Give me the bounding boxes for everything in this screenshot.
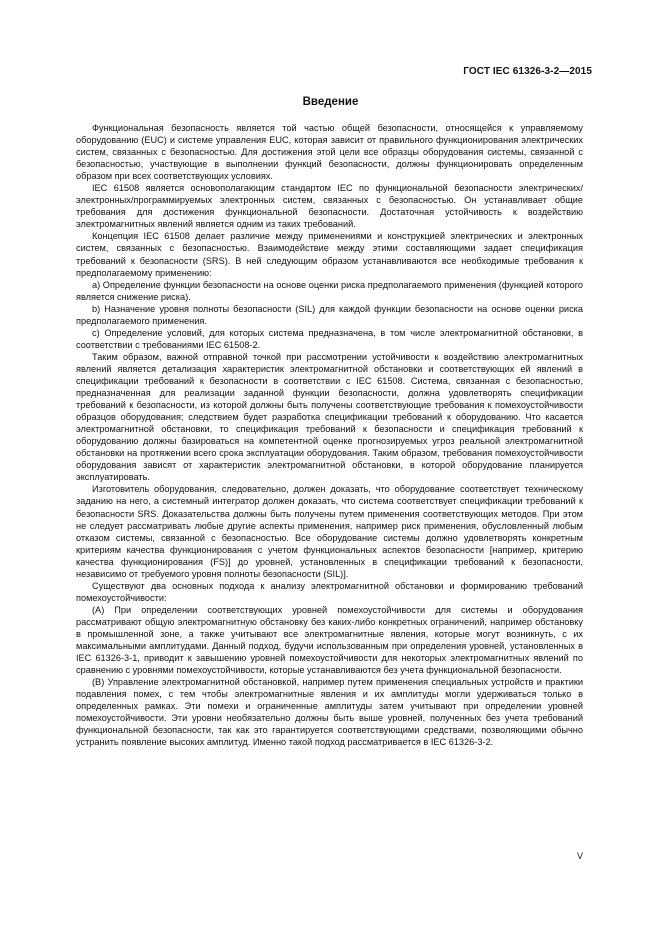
paragraph: Изготовитель оборудования, следовательно, должен доказать, что оборудование соответствует техническому заданию на него, а системный интегратор должен доказать, что система соответствует спецификации требований к безопасности SRS. Доказательства должны быть получены путем применения соответствующих методов. При этом не следует рассматривать любые другие аспекты применения, например риск применения, обусловленный любым отказом системы, связанной с безопасностью. Все оборудование системы должно удовлетворять конкретным критериям качества функционирования с учетом функциональных аспектов безопасности [например, критерию качества функционирования (FS)] до уровней, установленных в спецификации требований к безопасности, независимо от требуемого уровня полноты безопасности (SIL)].	[76, 484, 583, 579]
list-item-b: b) Назначение уровня полноты безопасности (SIL) для каждой функции безопасности на основе оценки риска предполагаемого применения.	[76, 303, 583, 326]
page-number: V	[576, 851, 583, 861]
approach-a: (А) При определении соответствующих уровней помехоустойчивости для системы и оборудования рассматривают общую электромагнитную обстановку без каких-либо конкретных ограничений, например обстановку в промышленной зоне, а также учитывают все электромагнитные явления, которые могут возникнуть, с их максимальными амплитудами. Данный подход, будучи использованным при определения уровней, установленных в IEC 61326-3-1, приводит к завышению уровней помехоустойчивости для некоторых электромагнитных явлений по сравнению с уровнями помехоустойчивости, которые устанавливаются без учета функциональной безопасности.	[76, 604, 583, 676]
section-body	[76, 122, 583, 748]
section-title: Введение	[302, 96, 359, 108]
approach-b: (В) Управление электромагнитной обстановкой, например путем применения специальных устройств и практики подавления помех, с тем чтобы электромагнитные явления и их амплитуды могли удерживаться только в определенных рамках. Эти помехи и ограниченные амплитуды затем учитывают при определении уровней помехоустойчивости. Эти уровни необязательно должны быть выше уровней, полученных без учета требований функциональной безопасности, так как это гарантируется соответствующими средствами, позволяющими обычно устранить появление высоких амплитуд. Именно такой подход рассматривается в IEC 61326-3-2.	[76, 677, 583, 748]
paragraph: Существуют два основных подхода к анализу электромагнитной обстановки и формированию требований помехоустойчивости:	[76, 580, 583, 603]
paragraph: Функциональная безопасность является той частью общей безопасности, относящейся к управляемому оборудованию (EUC) и системе управления EUC, которая зависит от правильного функционирования электрических систем, связанных с безопасностью. Для достижения этой цели все образцы оборудования системы, связанной с безопасностью, участвующие в выполнении функций безопасности, должны функционировать определенным образом при всех соответствующих условиях.	[76, 123, 583, 182]
paragraph: Таким образом, важной отправной точкой при рассмотрении устойчивости к воздействию электромагнитных явлений является детализация характеристик электромагнитной обстановки и соответствующих ей явлений в спецификации требований к безопасности в соответствии с IEC 61508. Система, связанная с безопасностью, предназначенная для реализации заданной функции безопасности, должна удовлетворять спецификации требований к безопасности, из которой должны быть получены соответствующие требования к помехоустойчивости образцов оборудования; следствием будет разработка спецификации требований к оборудованию. Что касается электромагнитной обстановки, то спецификация требований к безопасности и спецификация требований к оборудованию должны базироваться на компетентной оценке прогнозируемых угроз реальной электромагнитной обстановки на протяжении всего срока эксплуатации оборудования. Таким образом, требования помехоустойчивости оборудования зависят от характеристик электромагнитной обстановки, в которой оборудование планируется эксплуатировать.	[76, 351, 583, 483]
paragraph: IEC 61508 является основополагающим стандартом IEC по функциональной безопасности электрических/электронных/программируемых электронных систем, связанных с безопасностью. Он устанавливает общие требования для достижения функциональной безопасности. Достаточная устойчивость к воздействию электромагнитных явлений является одним из таких требований.	[76, 183, 583, 230]
document-id: ГОСТ IEC 61326-3-2—2015	[463, 66, 592, 77]
list-item-a: a) Определение функции безопасности на основе оценки риска предполагаемого применения (функцией которого является снижение риска).	[76, 279, 583, 302]
list-item-c: c) Определение условий, для которых система предназначена, в том числе электромагнитной обстановки, в соответствии с требованиями IEC 61508-2.	[76, 327, 583, 350]
paragraph: Концепция IEC 61508 делает различие между применениями и конструкцией электрических и электронных систем, связанных с безопасностью. Взаимодействие между этими составляющими задает спецификация требований к безопасности (SRS). В ней следующим образом устанавливаются все необходимые требования к предполагаемому применению:	[76, 231, 583, 278]
